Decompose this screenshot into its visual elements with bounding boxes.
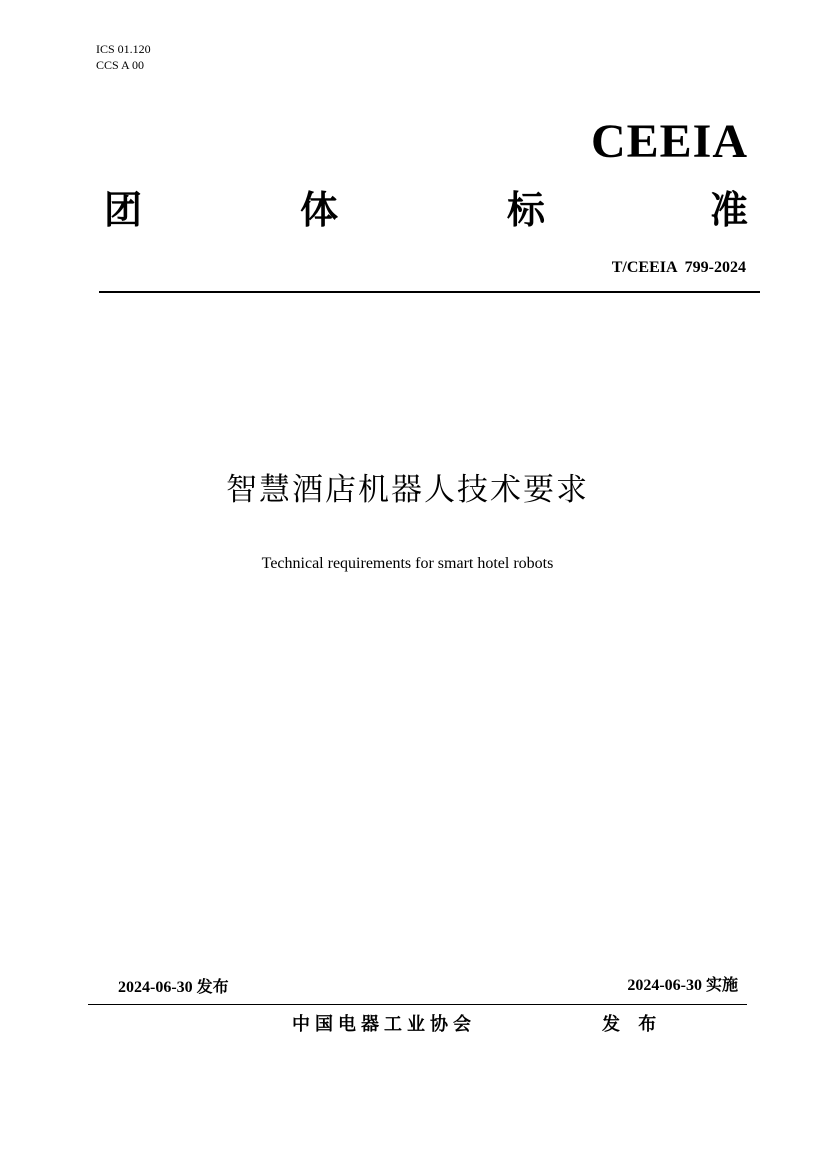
ccs-code: CCS A 00 xyxy=(96,58,145,72)
header-divider xyxy=(99,291,760,293)
standard-category-char-4: 准 xyxy=(710,188,749,232)
standard-category-char-3: 标 xyxy=(507,188,546,232)
document-title-chinese: 智慧酒店机器人技术要求 xyxy=(226,472,589,508)
document-title-english: Technical requirements for smart hotel robots xyxy=(261,555,554,572)
publisher-action: 发 布 xyxy=(602,1014,663,1035)
organization-code: CEEIA xyxy=(590,115,748,168)
standard-category-char-2: 体 xyxy=(300,188,339,232)
footer-divider xyxy=(88,1004,747,1005)
ics-code: ICS 01.120 xyxy=(96,42,151,56)
publisher-name: 中国电器工业协会 xyxy=(292,1014,476,1035)
implement-date: 2024-06-30 实施 xyxy=(627,977,738,994)
standard-category-char-1: 团 xyxy=(104,188,143,232)
publish-date: 2024-06-30 发布 xyxy=(118,979,229,996)
ics-classification-block xyxy=(96,41,151,73)
standard-number: T/CEEIA 799-2024 xyxy=(611,259,746,276)
